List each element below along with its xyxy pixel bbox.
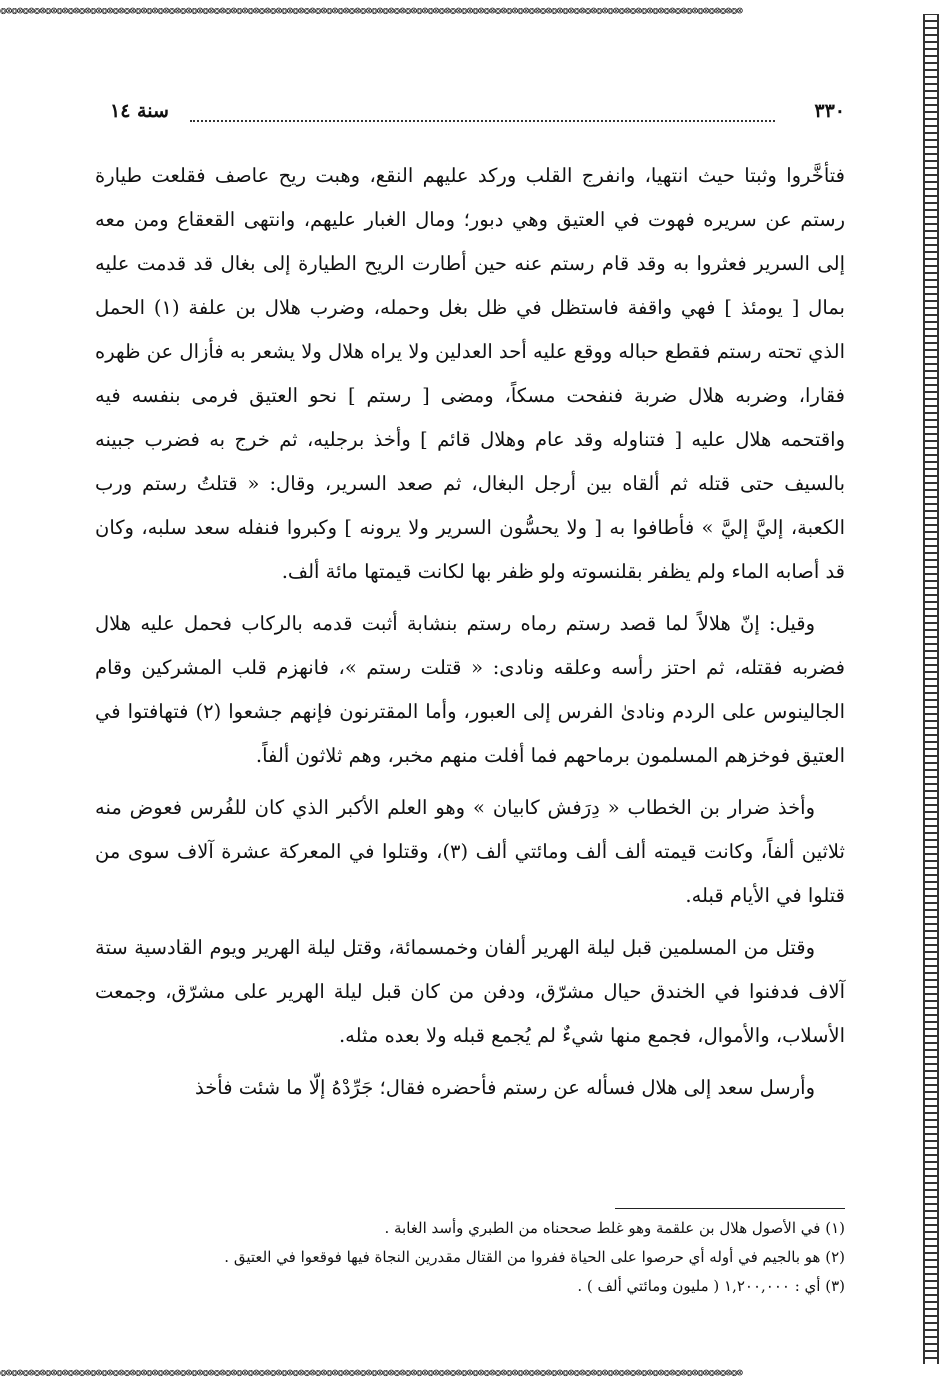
- top-ornamental-border: ❂⊗❂⊗❂⊗❂⊗❂⊗❂⊗❂⊗❂⊗❂⊗❂⊗❂⊗❂⊗❂⊗❂⊗❂⊗❂⊗❂⊗❂⊗❂⊗❂⊗❂⊗❂⊗❂⊗❂⊗❂⊗❂⊗❂⊗❂⊗❂⊗❂⊗❂⊗❂⊗❂⊗❂⊗❂⊗❂⊗❂⊗❂⊗❂⊗❂⊗❂⊗❂⊗❂⊗❂⊗❂⊗❂⊗❂⊗❂⊗❂⊗❂⊗❂⊗❂⊗❂⊗❂⊗❂⊗❂⊗❂⊗❂⊗❂⊗❂⊗❂⊗❂⊗❂⊗❂⊗❂⊗❂⊗: [0, 4, 743, 17]
- body-text: [95, 154, 845, 1118]
- paragraph-5: وأرسل سعد إلى هلال فسأله عن رستم فأحضره فقال؛ جَرِّدْهُ إلّا ما شئت فأخذ: [194, 1076, 815, 1099]
- page-number: ٣٣٠: [814, 100, 845, 122]
- paragraph-3: وأخذ ضرار بن الخطاب « دِرَفش كابيان » وهو العلم الأكبر الذي كان للفُرس فعوض منه ثلاثين ألفاً، وكانت قيمته ألف ألف ومائتي ألف (٣)، وقتلوا في المعركة عشرة آلاف سوى من قتلوا في الأيام قبله.: [95, 796, 845, 907]
- footnote-3: (٣) أي : ١,٢٠٠,٠٠٠ ( مليون ومائتي ألف ) .: [577, 1277, 845, 1295]
- book-page: [95, 0, 845, 1386]
- bottom-ornamental-border: ❂⊗❂⊗❂⊗❂⊗❂⊗❂⊗❂⊗❂⊗❂⊗❂⊗❂⊗❂⊗❂⊗❂⊗❂⊗❂⊗❂⊗❂⊗❂⊗❂⊗❂⊗❂⊗❂⊗❂⊗❂⊗❂⊗❂⊗❂⊗❂⊗❂⊗❂⊗❂⊗❂⊗❂⊗❂⊗❂⊗❂⊗❂⊗❂⊗❂⊗❂⊗❂⊗❂⊗❂⊗❂⊗❂⊗❂⊗❂⊗❂⊗❂⊗❂⊗❂⊗❂⊗❂⊗❂⊗❂⊗❂⊗❂⊗❂⊗❂⊗❂⊗❂⊗❂⊗❂⊗❂⊗❂⊗: [0, 1366, 743, 1379]
- paragraph-4: وقتل من المسلمين قبل ليلة الهرير ألفان وخمسمائة، وقتل ليلة الهرير ويوم القادسية ستة آلاف فدفنوا في الخندق حيال مشرّق، ودفن من كان قبل ليلة الهرير على مشرّق، وجمعت الأسلاب، والأموال، فجمع منها شيءٌ لم يُجمع قبله ولا بعده مثله.: [95, 936, 845, 1047]
- paragraph-1: فتأخَّروا وثبتا حيث انتهيا، وانفرج القلب وركد عليهم النقع، وهبت ريح عاصف فقلعت طيارة رستم عن سريره فهوت في العتيق وهي دبور؛ ومال الغبار عليهم، وانتهى القعقاع ومن معه إلى السرير فعثروا به وقد قام رستم عنه حين أطارت الريح الطيارة إلى بغال قد قدمت عليه بمال [ يومئذ ] فهي واقفة فاستظل في ظل بغل وحمله، وضرب هلال بن علفة (١) الحمل الذي تحته رستم فقطع حباله ووقع عليه أحد العدلين ولا يراه هلال ولا يشعر به فأزال عن ظهره فقارا، وضربه هلال ضربة فنفحت مسكاً، ومضى [ رستم ] نحو العتيق فرمى بنفسه فيه واقتحمه هلال عليه [ فتناوله وقد عام وهلال قائم ] وأخذ برجليه، ثم خرج به فضرب جبينه بالسيف حتى قتله ثم ألقاه بين أرجل البغال، ثم صعد السرير، وقال: « قتلتُ رستم ورب الكعبة، إليَّ إليَّ » فأطافوا به [ ولا يحسُّون السرير ولا يرونه ] وكبروا فنفله سعد سلبه، وكان قد أصابه الماء ولم يظفر بقلنسوته ولو ظفر بها لكانت قيمتها مائة ألف.: [95, 164, 845, 583]
- header-dotted-leader: [190, 120, 775, 122]
- footnote-1: (١) في الأصول هلال بن علقمة وهو غلط صححناه من الطبري وأسد الغابة .: [384, 1219, 845, 1237]
- right-ornamental-border: [923, 14, 939, 1364]
- page-header: [95, 100, 845, 130]
- footnote-separator: [615, 1208, 845, 1209]
- footnote-2: (٢) هو بالجيم في أوله أي حرصوا على الحياة ففروا من القتال مقدرين النجاة فيها فوقعوا في العتيق .: [224, 1248, 845, 1266]
- footnotes: [95, 1214, 845, 1301]
- paragraph-2: وقيل: إنّ هلالاً لما قصد رستم رماه رستم بنشابة أثبت قدمه بالركاب فحمل عليه هلال فضربه فقتله، ثم احتز رأسه وعلقه ونادى: « قتلت رستم »، فانهزم قلب المشركين وقام الجالينوس على الردم ونادىٰ الفرس إلى العبور، وأما المقترنون فإنهم جشعوا (٢) فتهافتوا في العتيق فوخزهم المسلمون برماحهم فما أفلت منهم مخبر، وهم ثلاثون ألفاً.: [95, 612, 845, 767]
- year-label: سنة ١٤: [110, 100, 169, 122]
